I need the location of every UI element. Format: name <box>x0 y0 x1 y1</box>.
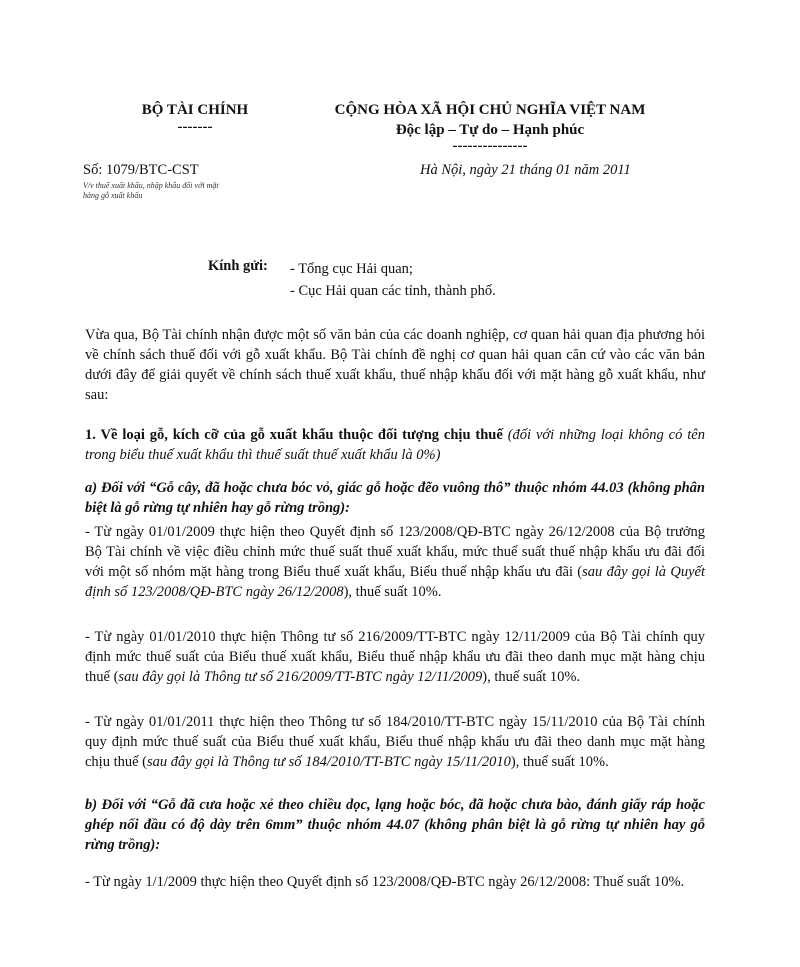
paragraph-a3 <box>85 712 705 772</box>
document-number: Số: 1079/BTC-CST <box>83 162 199 178</box>
a2-italic: sau đây gọi là Thông tư số 216/2009/TT-BTC ngày 12/11/2009 <box>118 669 483 685</box>
a3-end: ), thuế suất 10%. <box>510 754 609 770</box>
national-header <box>300 100 680 152</box>
nation-motto: Độc lập – Tự do – Hạnh phúc <box>395 122 585 138</box>
a1-end: ), thuế suất 10%. <box>343 584 442 600</box>
paragraph-b1: - Từ ngày 1/1/2009 thực hiện theo Quyết định số 123/2008/QĐ-BTC ngày 26/12/2008: Thuế suất 10%. <box>85 874 685 890</box>
document-subject <box>83 181 283 201</box>
section-1-title: 1. Về loại gỗ, kích cỡ của gỗ xuất khẩu thuộc đối tượng chịu thuế <box>85 427 503 443</box>
subject-line-2: hàng gỗ xuất khẩu <box>83 191 143 200</box>
recipients-list <box>290 258 496 302</box>
a2-text: - Từ ngày 01/01/2010 thực hiện Thông tư số 216/2009/TT-BTC ngày 12/11/2009 của Bộ Tài chính quy định mức thuế suất của Biểu thuế xuất khẩu, Biểu thuế nhập khẩu ưu đãi theo danh mục mặt hàng chịu thuế ( <box>85 629 705 685</box>
org-divider: ------- <box>177 119 213 135</box>
recipient-item: - Tổng cục Hải quan; <box>290 261 413 277</box>
paragraph-a2 <box>85 627 705 687</box>
nation-divider: --------------- <box>452 138 528 154</box>
nation-title: CỘNG HÒA XÃ HỘI CHỦ NGHĨA VIỆT NAM <box>334 102 646 118</box>
a2-end: ), thuế suất 10%. <box>482 669 581 685</box>
issuing-organization <box>110 100 280 134</box>
a3-italic: sau đây gọi là Thông tư số 184/2010/TT-BTC ngày 15/11/2010 <box>147 754 511 770</box>
place-date: Hà Nội, ngày 21 tháng 01 năm 2011 <box>420 162 631 178</box>
a1-text: - Từ ngày 01/01/2009 thực hiện theo Quyết định số 123/2008/QĐ-BTC ngày 26/12/2008 của Bộ trưởng Bộ Tài chính về việc điều chỉnh mức thuế suất thuế xuất khẩu, mức thuế suất thuế nhập khẩu ưu đãi đối với một số nhóm mặt hàng trong Biểu thuế xuất khẩu, Biểu thuế nhập khẩu ưu đãi ( <box>85 524 705 580</box>
org-name: BỘ TÀI CHÍNH <box>141 102 249 118</box>
subsection-b-title: b) Đối với “Gỗ đã cưa hoặc xẻ theo chiều dọc, lạng hoặc bóc, đã hoặc chưa bào, đánh giấy ráp hoặc ghép nối đầu có độ dày trên 6mm” thuộc nhóm 44.07 (không phân biệt là gỗ rừng tự nhiên hay gỗ rừng trồng): <box>85 797 705 853</box>
subject-line-1: V/v thuế xuất khẩu, nhập khẩu đối với mặt <box>83 181 219 190</box>
paragraph-a1 <box>85 522 705 602</box>
recipient-item: - Cục Hải quan các tỉnh, thành phố. <box>290 283 496 299</box>
intro-paragraph: Vừa qua, Bộ Tài chính nhận được một số văn bản của các doanh nghiệp, cơ quan hải quan địa phương hỏi về chính sách thuế đối với gỗ xuất khẩu. Bộ Tài chính đề nghị cơ quan hải quan căn cứ vào các văn bản dưới đây để giải quyết về chính sách thuế xuất khẩu, thuế nhập khẩu đối với mặt hàng gỗ xuất khẩu, như sau: <box>85 327 705 403</box>
a1-italic: sau đây gọi là Quyết định số 123/2008/QĐ-BTC ngày 26/12/2008 <box>85 564 705 600</box>
recipients-label: Kính gửi: <box>208 258 268 274</box>
section-1-note: (đối với những loại không có tên trong biểu thuế xuất khẩu thì thuế suất thuế xuất khẩu là 0%) <box>85 427 705 463</box>
subsection-a-title: a) Đối với “Gỗ cây, đã hoặc chưa bóc vỏ, giác gỗ hoặc đẽo vuông thô” thuộc nhóm 44.03 (không phân biệt là gỗ rừng tự nhiên hay gỗ rừng trồng): <box>85 480 705 516</box>
section-1 <box>85 425 705 465</box>
a3-text: - Từ ngày 01/01/2011 thực hiện theo Thông tư số 184/2010/TT-BTC ngày 15/11/2010 của Bộ Tài chính quy định mức thuế suất của Biểu thuế xuất khẩu, Biểu thuế nhập khẩu ưu đãi theo danh mục mặt hàng chịu thuế ( <box>85 714 705 770</box>
